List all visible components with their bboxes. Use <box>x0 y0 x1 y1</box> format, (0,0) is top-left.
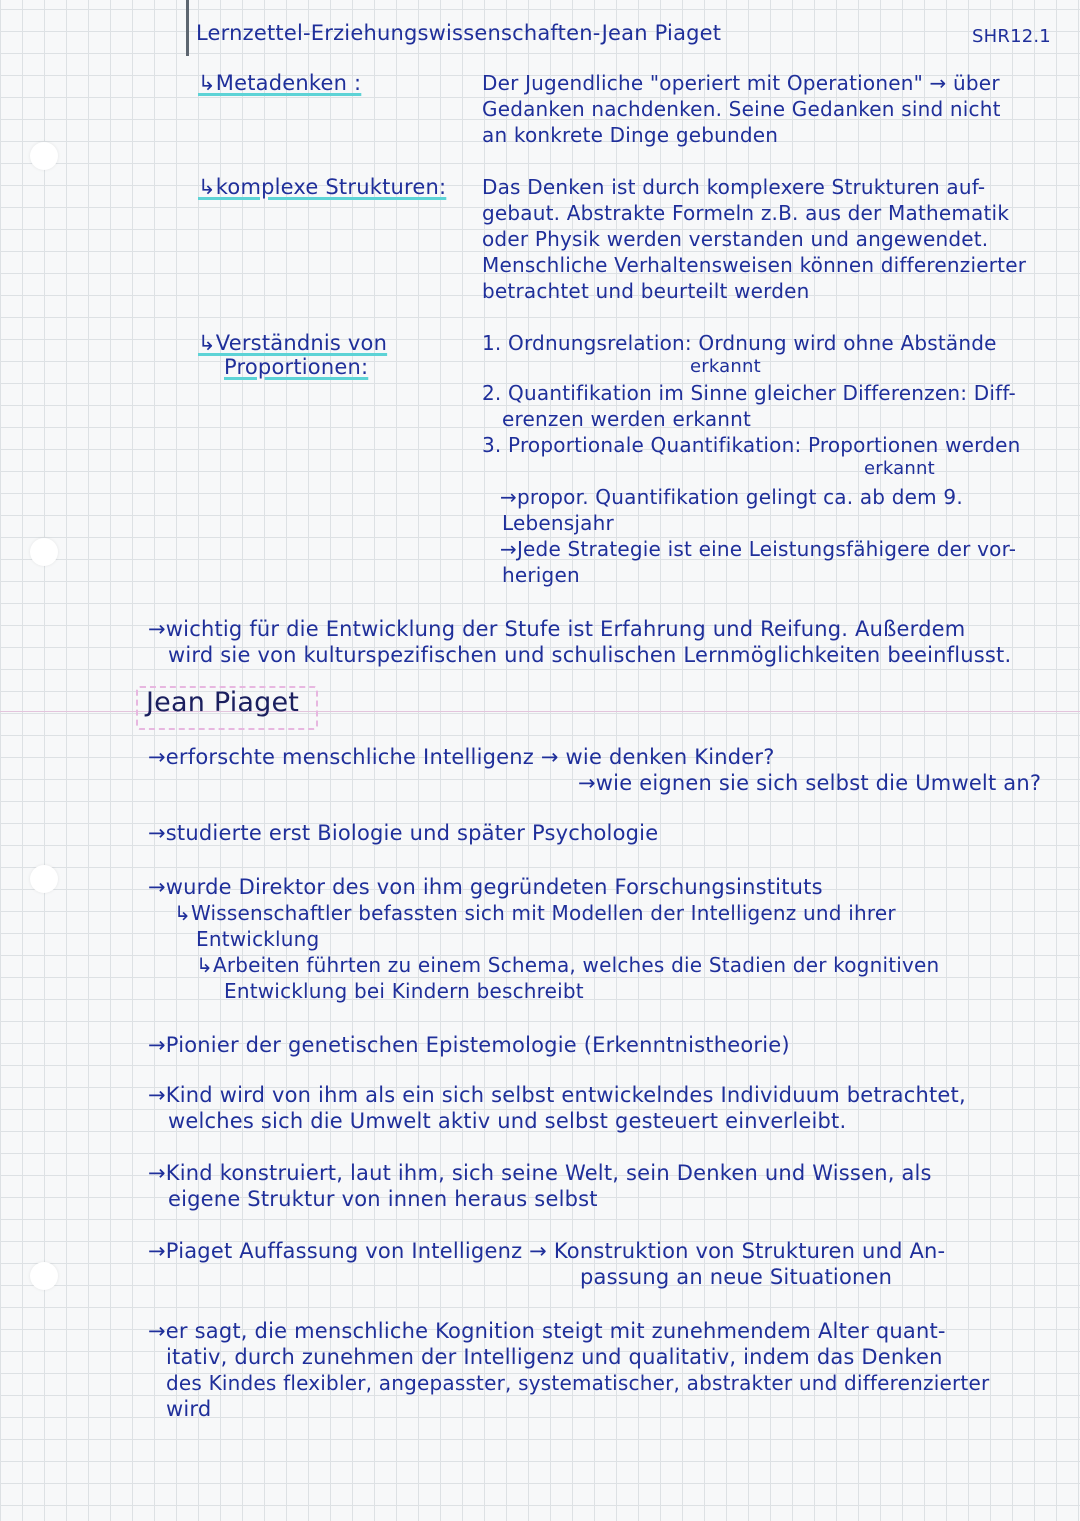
proportionen-line: erkannt <box>690 356 761 377</box>
piaget-point: →Kind wird von ihm als ein sich selbst entwickelndes Individuum betrachtet, <box>148 1083 966 1107</box>
piaget-point: →wie eignen sie sich selbst die Umwelt an? <box>578 771 1042 795</box>
proportionen-line: erenzen werden erkannt <box>502 407 752 431</box>
punch-hole <box>30 1262 58 1290</box>
proportionen-line: 1. Ordnungsrelation: Ordnung wird ohne Abstände <box>482 331 997 355</box>
piaget-point: passung an neue Situationen <box>580 1265 893 1289</box>
proportionen-line: →propor. Quantifikation gelingt ca. ab dem 9. <box>500 485 963 509</box>
punch-hole <box>30 142 58 170</box>
proportionen-line: →Jede Strategie ist eine Leistungsfähigere der vor- <box>500 537 1017 561</box>
proportionen-label: ↳Verständnis von <box>198 331 388 355</box>
punch-hole <box>30 865 58 893</box>
piaget-point: welches sich die Umwelt aktiv und selbst gesteuert einverleibt. <box>168 1109 847 1133</box>
punch-hole <box>30 538 58 566</box>
piaget-point: itativ, durch zunehmen der Intelligenz und qualitativ, indem das Denken <box>166 1345 943 1369</box>
page-title: Lernzettel-Erziehungswissenschaften-Jean Piaget <box>196 21 722 45</box>
piaget-point: ↳Arbeiten führten zu einem Schema, welches die Stadien der kognitiven <box>196 953 940 977</box>
piaget-point: →erforschte menschliche Intelligenz → wie denken Kinder? <box>148 745 775 769</box>
piaget-point: ↳Wissenschaftler befassten sich mit Modellen der Intelligenz und ihrer <box>174 901 896 925</box>
piaget-point: Entwicklung bei Kindern beschreibt <box>224 979 584 1003</box>
piaget-point: →studierte erst Biologie und später Psychologie <box>148 821 659 845</box>
piaget-point: Entwicklung <box>196 927 320 951</box>
piaget-point: →Kind konstruiert, laut ihm, sich seine Welt, sein Denken und Wissen, als <box>148 1161 932 1185</box>
piaget-point: →er sagt, die menschliche Kognition steigt mit zunehmendem Alter quant- <box>148 1319 946 1343</box>
metadenken-line: an konkrete Dinge gebunden <box>482 123 779 147</box>
proportionen-line: herigen <box>502 563 580 587</box>
proportionen-label: Proportionen: <box>224 355 369 379</box>
metadenken-line: Gedanken nachdenken. Seine Gedanken sind nicht <box>482 97 1001 121</box>
komplex-line: oder Physik werden verstanden und angewendet. <box>482 227 989 251</box>
margin-line <box>186 0 189 56</box>
komplex-line: gebaut. Abstrakte Formeln z.B. aus der Mathematik <box>482 201 1010 225</box>
komplex-line: betrachtet und beurteilt werden <box>482 279 810 303</box>
piaget-point: eigene Struktur von innen heraus selbst <box>168 1187 598 1211</box>
section-heading: Jean Piaget <box>146 687 300 718</box>
piaget-point: wird <box>166 1397 212 1421</box>
metadenken-line: Der Jugendliche "operiert mit Operationen" → über <box>482 71 1000 95</box>
summary-line: →wichtig für die Entwicklung der Stufe ist Erfahrung und Reifung. Außerdem <box>148 617 966 641</box>
metadenken-label: ↳Metadenken : <box>198 71 362 95</box>
proportionen-line: 3. Proportionale Quantifikation: Proportionen werden <box>482 433 1021 457</box>
summary-line: wird sie von kulturspezifischen und schulischen Lernmöglichkeiten beeinflusst. <box>168 643 1012 667</box>
piaget-point: →Pionier der genetischen Epistemologie (Erkenntnistheorie) <box>148 1033 790 1057</box>
piaget-point: →Piaget Auffassung von Intelligenz → Konstruktion von Strukturen und An- <box>148 1239 946 1263</box>
proportionen-line: 2. Quantifikation im Sinne gleicher Differenzen: Diff- <box>482 381 1016 405</box>
course-code: SHR12.1 <box>972 26 1051 47</box>
komplex-line: Das Denken ist durch komplexere Strukturen auf- <box>482 175 986 199</box>
komplex-label: ↳komplexe Strukturen: <box>198 175 447 199</box>
piaget-point: →wurde Direktor des von ihm gegründeten Forschungsinstituts <box>148 875 823 899</box>
piaget-point: des Kindes flexibler, angepasster, systematischer, abstrakter und differenzierter <box>166 1371 990 1395</box>
komplex-line: Menschliche Verhaltensweisen können differenzierter <box>482 253 1027 277</box>
proportionen-line: erkannt <box>864 458 935 479</box>
proportionen-line: Lebensjahr <box>502 511 614 535</box>
